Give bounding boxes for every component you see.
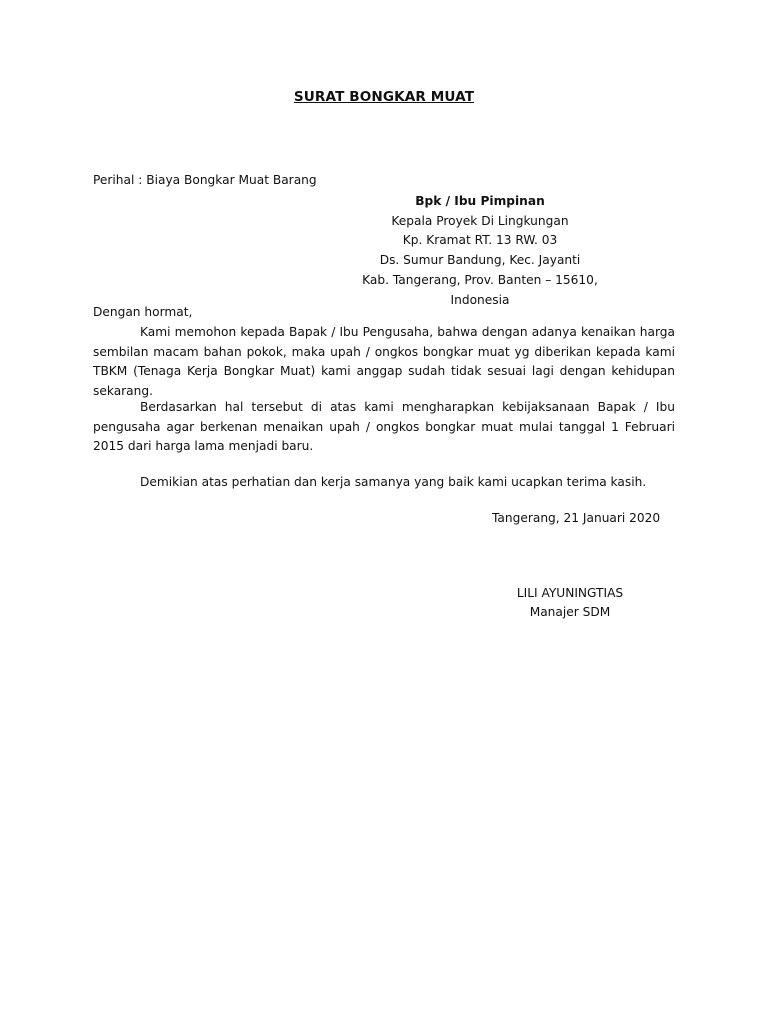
greeting: Dengan hormat,	[93, 305, 193, 319]
body-paragraph: Kami memohon kepada Bapak / Ibu Pengusaha, bahwa dengan adanya kenaikan harga sembilan macam bahan pokok, maka upah / ongkos bongkar muat yg diberikan kepada kami TBKM (Tenaga Kerja Bongkar Muat) kami anggap sudah tidak sesuai lagi dengan kehidupan sekarang.	[93, 325, 675, 398]
recipient-line: Kp. Kramat RT. 13 RW. 03	[402, 233, 558, 248]
body-paragraph: Demikian atas perhatian dan kerja samanya yang baik kami ucapkan terima kasih.	[140, 475, 647, 489]
recipient-name: Bpk / Ibu Pimpinan	[415, 194, 545, 208]
letter-title: SURAT BONGKAR MUAT	[293, 89, 475, 105]
recipient-line: Kab. Tangerang, Prov. Banten – 15610, Indonesia	[362, 272, 598, 307]
signer-position: Manajer SDM	[529, 605, 611, 619]
place-date: Tangerang, 21 Januari 2020	[492, 511, 661, 525]
letter-subject: Perihal : Biaya Bongkar Muat Barang	[93, 173, 317, 187]
recipient-block	[340, 192, 620, 310]
signer-name: LILI AYUNINGTIAS	[516, 586, 624, 600]
recipient-line: Kepala Proyek Di Lingkungan	[391, 213, 569, 228]
recipient-line: Ds. Sumur Bandung, Kec. Jayanti	[379, 253, 581, 268]
body-paragraph: Berdasarkan hal tersebut di atas kami mengharapkan kebijaksanaan Bapak / Ibu pengusaha agar berkenan menaikan upah / ongkos bongkar muat mulai tanggal 1 Februari 2015 dari harga lama menjadi baru.	[93, 400, 675, 454]
